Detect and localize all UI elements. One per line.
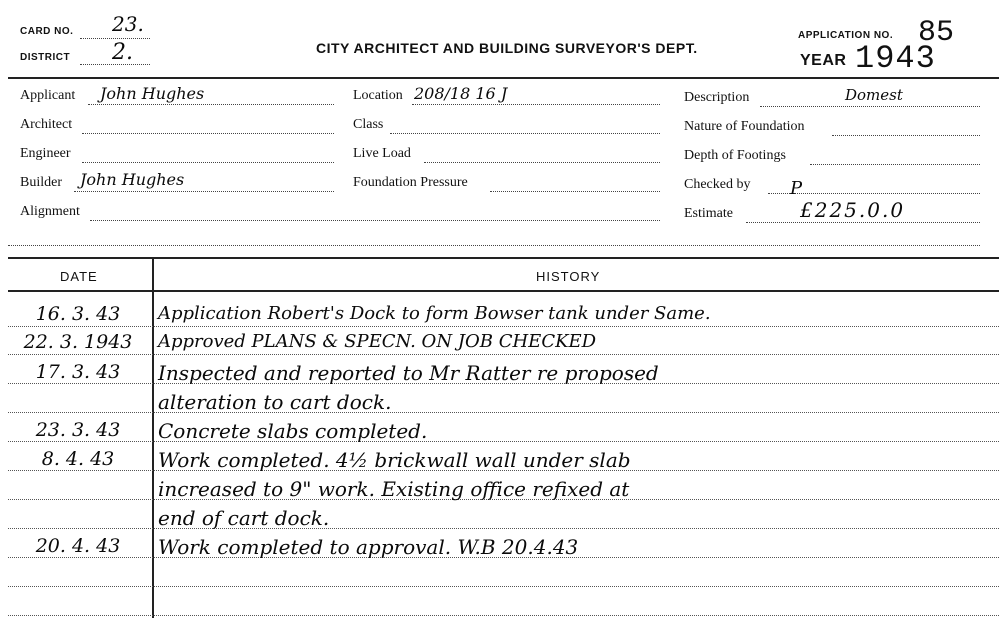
checked-by-value: P: [790, 178, 803, 199]
table-row-date: 8. 4. 43: [41, 448, 115, 470]
district-label: DISTRICT: [20, 52, 71, 63]
application-no-value: 85: [918, 16, 955, 50]
table-row-history: increased to 9" work. Existing office refixed at: [158, 477, 630, 501]
card-no-label: CARD NO.: [20, 26, 74, 37]
builder-value: John Hughes: [80, 170, 185, 189]
table-row-date: 23. 3. 43: [35, 419, 121, 441]
applicant-value: John Hughes: [100, 84, 205, 103]
year-value: 1943: [855, 40, 936, 77]
nature-of-foundation-label: Nature of Foundation: [684, 119, 805, 134]
estimate-label: Estimate: [684, 206, 733, 221]
table-row-history: Application Robert's Dock to form Bowser tank under Same.: [158, 303, 711, 324]
date-header: DATE: [60, 269, 98, 284]
location-label: Location: [353, 88, 403, 103]
engineer-label: Engineer: [20, 146, 71, 161]
checked-by-label: Checked by: [684, 177, 751, 192]
depth-of-footings-label: Depth of Footings: [684, 148, 786, 163]
class-label: Class: [353, 117, 384, 132]
estimate-value: £225.0.0: [800, 198, 906, 222]
table-row-date: 16. 3. 43: [35, 303, 121, 325]
table-row-history: Inspected and reported to Mr Ratter re proposed: [158, 361, 659, 385]
year-label: YEAR: [800, 52, 847, 69]
application-no-label: APPLICATION NO.: [798, 30, 894, 41]
table-row-history: alteration to cart dock.: [158, 390, 392, 414]
district-value: 2.: [112, 40, 133, 65]
history-header: HISTORY: [536, 269, 601, 284]
applicant-label: Applicant: [20, 88, 76, 103]
dept-title: CITY ARCHITECT AND BUILDING SURVEYOR'S DEPT.: [316, 40, 698, 56]
description-value: Domest: [845, 86, 903, 104]
table-row-history: Work completed. 4½ brickwall wall under slab: [158, 448, 631, 472]
description-label: Description: [684, 90, 750, 105]
card-no-value: 23.: [112, 12, 144, 36]
table-row-history: Approved PLANS & SPECN. ON JOB CHECKED: [158, 331, 597, 352]
live-load-label: Live Load: [353, 146, 411, 161]
foundation-pressure-label: Foundation Pressure: [353, 175, 468, 190]
location-value: 208/18 16 J: [414, 84, 508, 103]
table-row-date: 20. 4. 43: [35, 535, 121, 557]
builder-label: Builder: [20, 175, 62, 190]
table-row-history: Concrete slabs completed.: [158, 419, 428, 443]
table-row-history: end of cart dock.: [158, 506, 330, 530]
architect-label: Architect: [20, 117, 73, 132]
alignment-label: Alignment: [20, 204, 80, 219]
table-row-history: Work completed to approval. W.B 20.4.43: [158, 535, 579, 559]
table-row-date: 22. 3. 1943: [23, 331, 133, 353]
table-row-date: 17. 3. 43: [35, 361, 121, 383]
